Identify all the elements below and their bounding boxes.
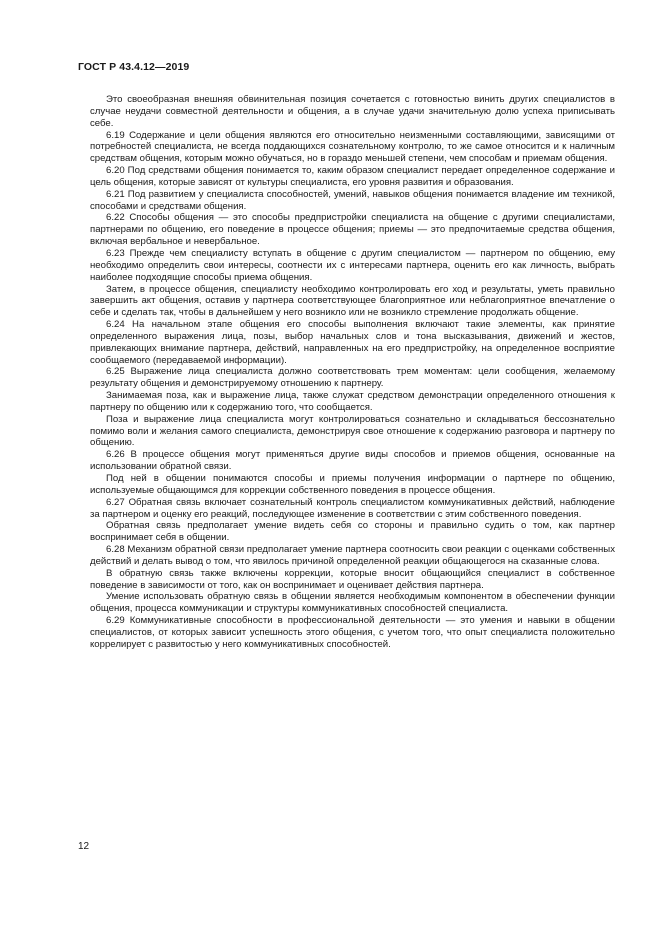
paragraph-6-20: 6.20 Под средствами общения понимается то, каким образом специалист передает определенное содержание и цель общения, которые зависят от культуры специалиста, его уровня развития и образования. [90, 165, 615, 188]
page-number: 12 [78, 841, 90, 852]
paragraph-6-21: 6.21 Под развитием у специалиста способностей, умений, навыков общения понимается владение им техникой, способами и средствами общения. [90, 188, 615, 212]
paragraph: В обратную связь также включены коррекции, которые вносит общающийся специалист в собственное поведение в зависимости от того, как он воспринимает и оценивает действия партнера. [90, 567, 615, 591]
document-body [90, 94, 615, 651]
paragraph: Затем, в процессе общения, специалисту необходимо контролировать его ход и результаты, уметь правильно завершить акт общения, оставив у партнера соответствующее благоприятное или неблагоприятное впечатление о себе и сделать так, чтобы в дальнейшем у него возникло или не возникло стремление продолжать общение. [90, 283, 615, 319]
paragraph: Умение использовать обратную связь в общении является необходимым компонентом в обеспечении функции общения, процесса коммуникации и структуры коммуникативных способностей специалиста. [90, 591, 615, 615]
paragraph: Обратная связь предполагает умение видеть себя со стороны и правильно судить о том, как партнер воспринимает себя в общении. [90, 520, 615, 544]
paragraph-6-25: 6.25 Выражение лица специалиста должно соответствовать трем моментам: цели сообщения, желаемому результату общения и демонстрируемому отношению к партнеру. [90, 366, 615, 390]
paragraph-6-29: 6.29 Коммуникативные способности в профессиональной деятельности — это умения и навыки в общении специалистов, от которых зависит успешность этого общения, с учетом того, что опыт специалиста положительно коррелирует с развитостью у него коммуникативных способностей. [90, 615, 615, 650]
paragraph: Занимаемая поза, как и выражение лица, также служат средством демонстрации определенного отношения к партнеру по общению или к содержанию того, что сообщается. [90, 390, 615, 413]
paragraph-6-24: 6.24 На начальном этапе общения его способы выполнения включают такие элементы, как принятие определенного выражения лица, позы, выбор начальных слов и тона высказывания, движений и жестов, привлекающих внимание партнера, действий, направленных на его предпристройку, на определенное восприятие сообщаемого (передаваемой информации). [90, 319, 615, 366]
paragraph-6-19: 6.19 Содержание и цели общения являются его относительно неизменными составляющими, зависящими от потребностей специалиста, не всегда поддающихся сознательному контролю, то же самое относится и к наличным средствам общения, которым можно обучаться, но в гораздо меньшей степени, чем способам и приемам общения. [90, 129, 615, 165]
paragraph: Под ней в общении понимаются способы и приемы получения информации о партнере по общению, используемые общающимся для коррекции собственного поведения в процессе общения. [90, 473, 615, 496]
paragraph-6-23: 6.23 Прежде чем специалисту вступать в общение с другим специалистом — партнером по общению, ему необходимо определить свои интересы, соотнести их с интересами партнера, оценить его как личность, выбрать наиболее подходящие способы приема общения. [90, 247, 615, 283]
paragraph: Поза и выражение лица специалиста могут контролироваться сознательно и складываться бессознательно помимо воли и желания самого специалиста, демонстрируя свое отношение к содержанию разговора и партнеру по общению. [90, 413, 615, 449]
paragraph-6-26: 6.26 В процессе общения могут применяться другие виды способов и приемов общения, основанные на использовании обратной связи. [90, 449, 615, 473]
paragraph-6-27: 6.27 Обратная связь включает сознательный контроль специалистом коммуникативных действий, наблюдение за партнером и оценку его реакций, последующее изменение в соответствии с этим собственного поведения. [90, 496, 615, 520]
document-header-standard-code: ГОСТ Р 43.4.12—2019 [78, 61, 190, 73]
paragraph-6-22: 6.22 Способы общения — это способы предпристройки специалиста на общение с другими специалистами, партнерами по общению, его поведение в процессе общения; приемы — это предпочитаемые средства общения, включая вербальное и невербальное. [90, 212, 615, 248]
paragraph: Это своеобразная внешняя обвинительная позиция сочетается с готовностью винить других специалистов в случае неудачи совместной деятельности и общения, а в случае удачи значительную долю успеха приписывать себе. [90, 94, 615, 129]
paragraph-6-28: 6.28 Механизм обратной связи предполагает умение партнера соотносить свои реакции с оценками собственных действий и делать вывод о том, что явилось причиной определенной реакции общающегося на сказанные слова. [90, 544, 615, 567]
